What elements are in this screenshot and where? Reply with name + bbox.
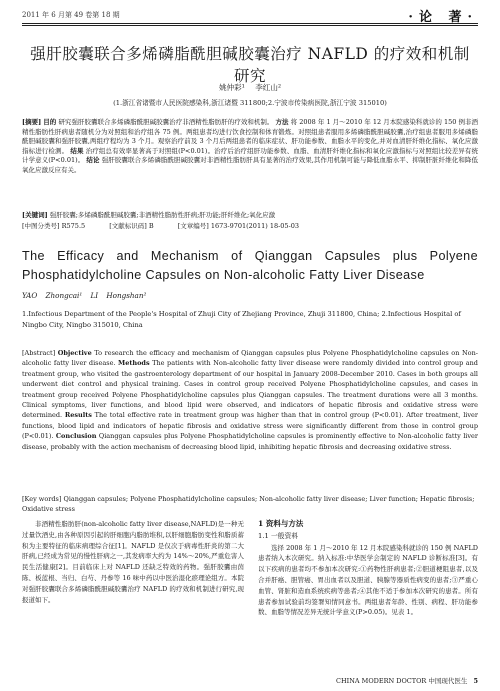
body-paragraph: 选择 2008 年 1 月～2010 年 12 月本院感染科就诊的 150 例 NAFLD 患者纳入本次研究。纳入标准:中华医学会制定的 NAFLD 诊断标准[3]。有以下疾病的患者均不参加本次研究:①药物性肝病患者;②胆道梗阻患者,以及合并肝癌、胆管癌、胃出血者以及胆道、胰腺等器质性病变的患者;③严重心血管、肾脏和造血系统疾病等患者;④其他不适于参加本次研究的患者。所有患者参加试验前均签署知情同意书。两组患者年龄、性别、病程、肝功能参数、血脂等情况差异无统计学意义(P>0.05)。见表 1。: [258, 543, 478, 617]
classification-line: [22, 221, 478, 231]
header-rule: [22, 23, 478, 24]
methods-en-label: Methods: [118, 359, 150, 368]
results-en-text: The total effective rate in treatment group was higher than that in control group (P<0.01). After treatment, liver functions, blood lipid and indicators of hepatic fibrosis and oxidative stress were significantly different from those in control group (P<0.01).: [22, 411, 478, 441]
title-english: The Efficacy and Mechanism of Qianggan Capsules plus Polyene Phosphatidylcholine Capsules on Non-alcoholic Fatty Liver Disease: [22, 249, 478, 282]
results-en-label: Results: [64, 411, 92, 420]
authors-english: YAO Zhongcai¹ LI Hongshan²: [22, 291, 147, 300]
affiliation-english: 1.Infectious Department of the People's Hospital of Zhuji City of Zhejiang Province, Zhuji 311800, China; 2.Infectious Hospital of Ningbo City, Ningbo 315010, China: [22, 310, 461, 329]
page-footer: [336, 676, 478, 685]
conclusion-en-text: Qianggan capsules plus Polyene Phosphatidylcholine capsules is prominently effective to Non-alcoholic fatty liver disease, probably with the action mechanism of decreasing blood lipid, inhibiting hepatic fibrosis and decreasing oxidative stress.: [22, 432, 478, 451]
methods-en-text: The patients with Non-alcoholic fatty liver disease were randomly divided into control group and treatment group, who visited the gastroenterology department of our hospital in January 2008-December 2010. Cases in both groups all underwent diet control and physical training. Cases in control group received Polyene Phosphatidylcholine capsules, and cases in treatment group received Polyene Phosphatidylcholine capsules plus Qianggan capsules. The treatment durations were all 3 months. Clinical symptoms, liver functions, and blood lipid were observed, and indicators of hepatic fibrosis and oxidative stress were determined.: [22, 359, 478, 420]
section-label: ·论 著·: [408, 10, 478, 25]
affiliation-chinese: (1.浙江省诸暨市人民医院感染科,浙江诸暨 311800;2.宁波市传染病医院,浙江宁波 315010): [113, 99, 387, 107]
clc-number: [中图分类号] R575.5: [22, 222, 86, 230]
section-heading: 1 资料与方法: [258, 519, 304, 528]
keywords-label: [关键词]: [22, 211, 48, 219]
subsection-heading: 1.1 一般资料: [258, 531, 299, 540]
methods-text: 将 2008 年 1 月～2010 年 12 月本院感染科就诊的 150 例非酒精性脂肪性肝病患者随机分为对照组和治疗组各 75 例。两组患者均进行饮食控制和体育锻炼。对照组患者服用多烯磷脂酰胆碱胶囊,治疗组患者服用多烯磷脂酰胆碱胶囊和强肝胶囊,两组疗程均为 3 个月。观察治疗前及 3 个月后两组患者的临床症状、肝功能参数、血脂水平的变化,并对血清肝纤维化指标、氧化应激指标进行检测。: [22, 118, 479, 155]
issue-info: 2011 年 6 月第 49 卷第 18 期: [22, 11, 120, 19]
authors-chinese: 姚仲彩¹ 李红山²: [218, 83, 282, 92]
results-text: 治疗组总有效率显著高于对照组(P<0.01)。治疗后治疗组肝功能参数、血脂、血清肝纤维化指标和氧化应激指标与对照组比较差异有统计学意义(P<0.01)。: [22, 146, 478, 165]
header-rule-double: [22, 25, 478, 26]
methods-label: 方法: [275, 118, 289, 126]
article-number: [文章编号] 1673-9701(2011) 18-05-03: [177, 222, 300, 230]
keywords-text: 强肝胶囊;多烯磷脂酰胆碱胶囊;非酒精性脂肪性肝病;肝功能;肝纤维化;氧化应激: [49, 211, 276, 219]
objective-label: Objective: [57, 349, 92, 357]
conclusion-en-label: Conclusion: [55, 432, 97, 441]
page-number: 5: [473, 677, 478, 685]
abstract-english: [22, 348, 478, 452]
keywords-en-label: [Key words]: [22, 495, 62, 503]
purpose-label: 目的: [43, 118, 57, 126]
conclusion-label: 结论: [86, 156, 100, 165]
keywords-english: [22, 494, 478, 515]
body-left-column: 非酒精性脂肪肝(non-alcoholic fatty liver disease,NAFLD)是一种无过量饮酒史,由各种原因引起的肝细胞内脂肪堆积,以肝细胞脂肪变性和脂质蓄积为主要特征的临床病理综合征[1]。NAFLD 是仅次于病毒性肝炎的第二大肝病,已经成为常见的慢性肝病之一,其发病率大约为 14%～20%,严重危害人民生活健康[2]。目前临床上对 NAFLD 还缺乏特效的药物。强肝胶囊由茵陈、板蓝根、当归、白芍、丹参等 16 味中药以中医治湿化瘀理论组方。本院对强肝胶囊联合多烯磷脂酰胆碱胶囊治疗 NAFLD 的疗效和机制进行研究,现报道如下。: [22, 520, 244, 604]
running-header: [22, 6, 478, 28]
abstract-en-label: [Abstract]: [22, 349, 56, 357]
document-code: [文献标识码] B: [109, 222, 154, 230]
objective-text: To research the efficacy and mechanism of Qianggan capsules plus Polyene Phosphatidylcholine capsules on Non-alcoholic fatty liver disease.: [22, 349, 478, 368]
body-right-column: [258, 519, 478, 618]
keywords-chinese: [22, 210, 478, 220]
keywords-en-text: Qianggan capsules; Polyene Phosphatidylcholine capsules; Non-alcoholic fatty liver disease; Liver function; Hepatic fibrosis; Oxidative stress: [22, 495, 475, 514]
title-chinese: 强肝胶囊联合多烯磷脂酰胆碱胶囊治疗 NAFLD 的疗效和机制研究: [30, 45, 470, 85]
results-label: 结果: [70, 146, 84, 155]
journal-name: CHINA MODERN DOCTOR 中国现代医生: [336, 677, 468, 685]
conclusion-text: 强肝胶囊联合多烯磷脂酰胆碱胶囊对非酒精性脂肪肝具有显著的治疗效果,其作用机制可能与降低血脂水平、抑制肝脏纤维化和降低氧化应激反应有关。: [22, 156, 478, 174]
purpose-text: 研究强肝胶囊联合多烯磷脂酰胆碱胶囊治疗非酒精性脂肪肝的疗效和机制。: [58, 118, 274, 126]
abstract-chinese: [22, 118, 478, 176]
abstract-label: [摘要]: [22, 118, 42, 126]
